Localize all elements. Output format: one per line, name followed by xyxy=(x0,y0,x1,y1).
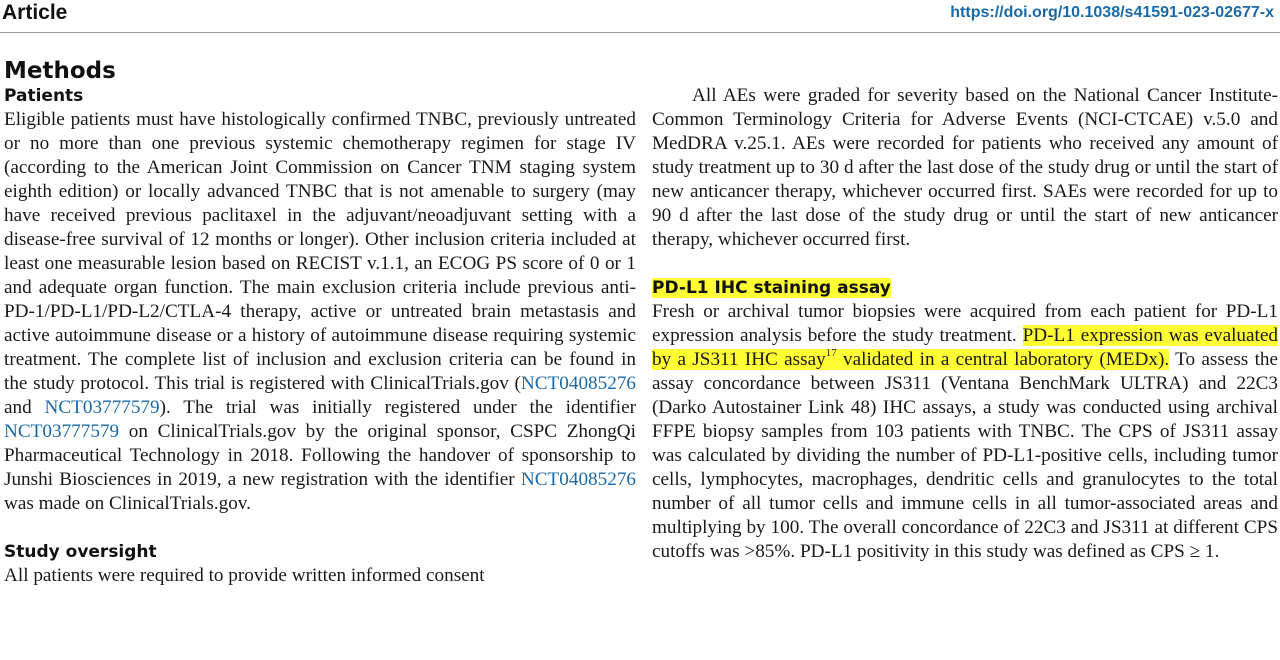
doi-link[interactable]: https://doi.org/10.1038/s41591-023-02677-x xyxy=(950,4,1274,21)
nct-link-b[interactable]: NCT03777579 xyxy=(44,397,160,418)
patients-text-4: was made on ClinicalTrials.gov. xyxy=(4,493,251,514)
subsection-title-study-oversight: Study oversight xyxy=(4,542,157,562)
left-column xyxy=(4,58,636,588)
highlighted-text-2-content: validated in a central laboratory (MEDx). xyxy=(836,349,1170,370)
oversight-paragraph: All patients were required to provide written informed consent xyxy=(4,565,485,586)
nct-link-c[interactable]: NCT03777579 xyxy=(4,421,120,442)
adverse-events-paragraph: All AEs were graded for severity based on the National Cancer Institute-Common Terminology Criteria for Adverse Events (NCI-CTCAE) v.5.0 and MedDRA v.25.1. AEs were recorded for patients who received any amount of study treatment up to 30 d after the last dose of the study drug or until the start of new anticancer therapy, whichever occurred first. SAEs were recorded for up to 90 d after the last dose of the study drug or until the start of new anticancer therapy, whichever occurred first. xyxy=(652,85,1278,250)
reference-superscript[interactable]: 17 xyxy=(825,347,837,359)
highlighted-heading: PD-L1 IHC staining assay xyxy=(652,278,891,298)
spacer xyxy=(652,252,1278,276)
highlighted-text-1-content: PD-L1 expression was evaluated by a JS311 IHC assay xyxy=(652,325,1278,370)
subsection-title-pdl1-ihc xyxy=(652,276,1278,300)
pdl1-paragraph xyxy=(652,300,1278,564)
patients-text-3: on ClinicalTrials.gov by the original sponsor, CSPC ZhongQi Pharmaceutical Technology in 2018. Following the handover of sponsorship to Junshi Biosciences in 2019, a new registration with the identifier xyxy=(4,421,636,490)
nct-link-d[interactable]: NCT04085276 xyxy=(520,469,636,490)
patients-paragraph xyxy=(4,108,636,516)
patients-text-1: Eligible patients must have histologically confirmed TNBC, previously untreated or no more than one previous systemic chemotherapy regimen for stage IV (according to the American Joint Commission on Cancer TNM staging system eighth edition) or locally advanced TNBC that is not amenable to surgery (may have received previous paclitaxel in the adjuvant/neoadjuvant setting with a disease-free survival of 12 months or longer). Other inclusion criteria included at least one measurable lesion based on RECIST v.1.1, an ECOG PS score of 0 or 1 and adequate organ function. The main exclusion criteria include previous anti-PD-1/PD-L1/PD-L2/CTLA-4 therapy, active or untreated brain metastasis and active autoimmune disease or a history of autoimmune disease requiring systemic treatment. The complete list of inclusion and exclusion criteria can be found in the study protocol. This trial is registered with ClinicalTrials.gov ( xyxy=(4,109,636,394)
patients-text-and: and xyxy=(4,397,45,418)
journal-section-label: Article xyxy=(2,1,68,24)
page-header xyxy=(0,0,1280,33)
pdl1-text-1: Fresh or archival tumor biopsies were acquired from each patient for PD-L1 expression analysis before the study treatment. xyxy=(652,301,1278,346)
spacer xyxy=(4,516,636,540)
pdl1-text-2: To assess the assay concordance between JS311 (Ventana BenchMark ULTRA) and 22C3 (Darko Autostainer Link 48) IHC assays, a study was conducted using archival FFPE biopsy samples from 103 patients with TNBC. The CPS of JS311 assay was calculated by dividing the number of PD-L1-positive cells, including tumor cells, lymphocytes, macrophages, dendritic cells and granulocytes to the total number of all tumor cells and immune cells in all tumor-associated areas and multiplying by 100. The overall concordance of 22C3 and JS311 at different CPS cutoffs was >85%. PD-L1 positivity in this study was defined as CPS ≥ 1. xyxy=(652,349,1279,562)
patients-text-2: ). The trial was initially registered under the identifier xyxy=(159,397,636,418)
right-column xyxy=(652,58,1278,564)
subsection-title-patients: Patients xyxy=(4,86,84,106)
section-title-methods: Methods xyxy=(4,58,116,84)
nct-link-a[interactable]: NCT04085276 xyxy=(520,373,636,394)
spacer xyxy=(652,58,1278,84)
